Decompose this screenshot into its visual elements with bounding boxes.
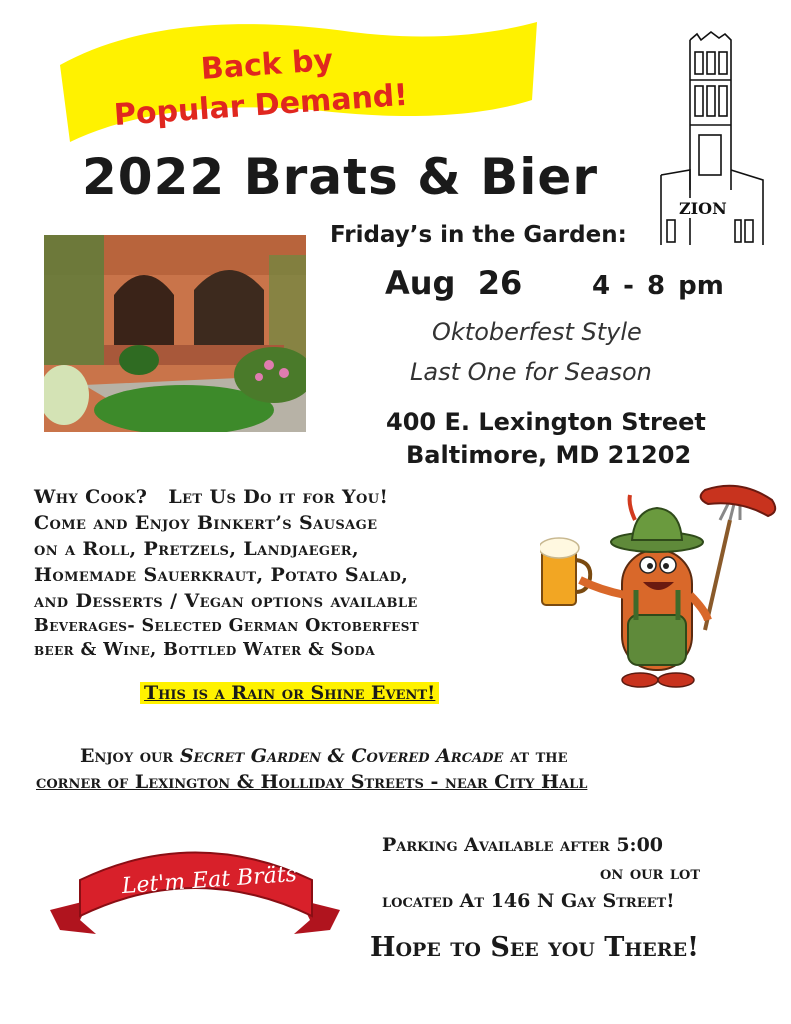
menu-line: on a Roll, Pretzels, Landjaeger,	[34, 538, 359, 560]
tower-label: ZION	[679, 199, 727, 218]
directions-part1: Enjoy our	[80, 745, 180, 767]
directions-emphasis: Secret Garden & Covered Arcade	[179, 745, 504, 767]
sausage-mascot-icon	[540, 480, 780, 695]
directions-line1	[80, 745, 568, 767]
event-subtitle: Friday’s in the Garden:	[330, 222, 627, 248]
event-time: 4 - 8 pm	[592, 271, 724, 301]
zion-tower-icon	[655, 30, 767, 245]
ribbon-text: Let'm Eat Bräts	[121, 861, 298, 900]
rain-or-shine-notice: This is a Rain or Shine Event!	[140, 682, 439, 704]
garden-photo	[44, 235, 306, 432]
event-date: Aug 26	[385, 264, 523, 302]
menu-line: Come and Enjoy Binkert’s Sausage	[34, 512, 378, 534]
parking-line3: located At 146 N Gay Street!	[382, 890, 675, 912]
closing-message: Hope to See you There!	[370, 932, 699, 963]
menu-line: Why Cook? Let Us Do it for You!	[34, 486, 389, 508]
directions-part2: at the	[503, 745, 568, 767]
event-note: Last One for Season	[410, 358, 652, 386]
menu-line: and Desserts / Vegan options available	[34, 590, 418, 612]
back-by-popular-demand-banner	[52, 20, 542, 145]
parking-line2: on our lot	[600, 862, 701, 884]
page-title: 2022 Brats & Bier	[82, 148, 598, 206]
lets-eat-brats-ribbon	[50, 830, 340, 940]
menu-line: beer & Wine, Bottled Water & Soda	[34, 640, 376, 660]
menu-line: Homemade Sauerkraut, Potato Salad,	[34, 564, 409, 586]
parking-line1: Parking Available after 5:00	[382, 834, 664, 856]
banner-line2: Popular Demand!	[112, 77, 410, 134]
menu-line: Beverages- Selected German Oktoberfest	[34, 616, 420, 636]
banner-line1: Back by	[199, 42, 335, 87]
address-line2: Baltimore, MD 21202	[406, 441, 692, 469]
address-line1: 400 E. Lexington Street	[386, 408, 706, 436]
directions-line2: corner of Lexington & Holliday Streets - near City Hall	[36, 771, 588, 793]
event-style: Oktoberfest Style	[432, 318, 642, 346]
